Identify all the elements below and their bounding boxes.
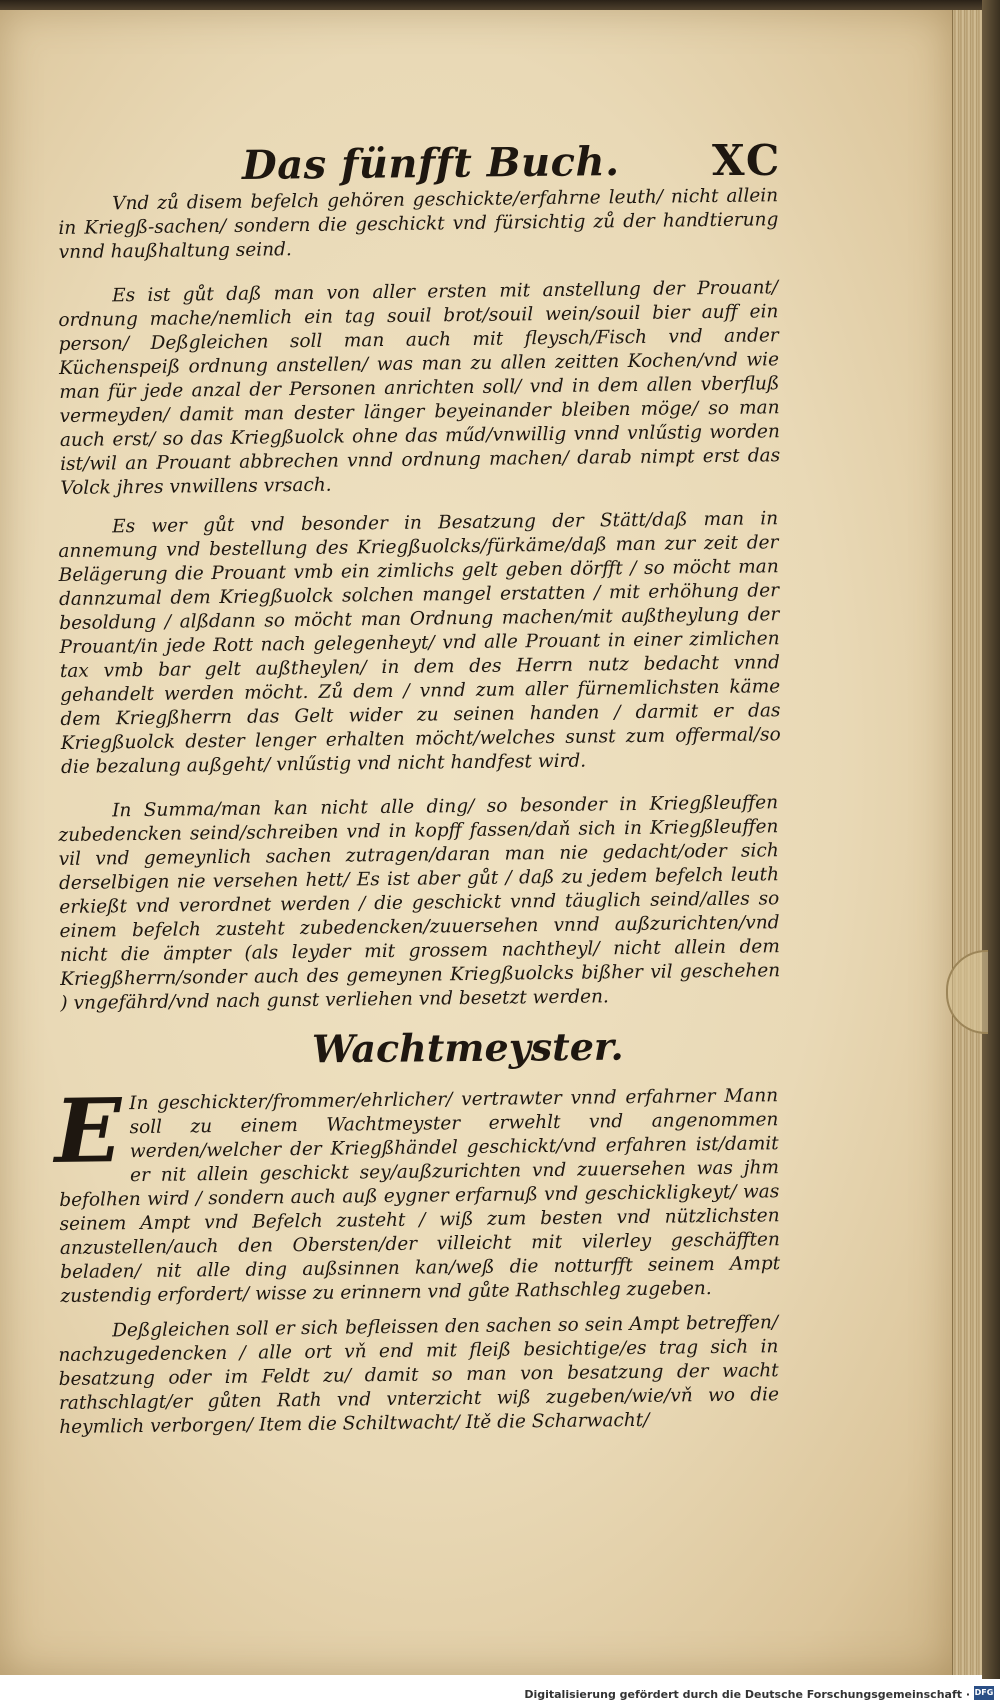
paragraph-2 xyxy=(58,276,781,501)
book-cover-edge xyxy=(982,0,1000,1680)
footer-credit: Digitalisierung gefördert durch die Deutsche Forschungsgemeinschaft · xyxy=(524,1688,970,1701)
section-heading: Wachtmeyster. xyxy=(311,1023,624,1072)
paragraph-6 xyxy=(58,1311,779,1440)
paragraph-3-text: Es wer gůt vnd besonder in Besatzung der Stätt/daß man in annemung vnd bestellung des Kriegßuolcks/fürkäme/daß man zur zeit der Belägerung die Prouant vmb ein zimlichs gelt geben dörfft / so möcht man dannzumal dem Kriegßuolck solchen mangel erstatten / mit erhöhung der besoldung / alßdann so möcht man Ordnung machen/mit außtheylung der Prouant/in jede Rott nach gelegenheyt/ vnd alle Prouant in einer zimlichen tax vmb bar gelt außtheylen/ in dem des Herrn nutz bedacht vnnd gehandelt werden möcht. Zů dem / vnnd zum aller fürnemlichsten käme dem Kriegßherrn das Gelt wider zu seinen handen / darmit er das Kriegßuolck dester lenger erhalten möcht/welches sunst zum offermal/so die bezalung außgeht/ vnlűstig vnd nicht handfest wird. xyxy=(58,508,781,778)
dfg-logo: DFG xyxy=(974,1686,994,1700)
paragraph-1 xyxy=(58,184,779,265)
paragraph-5 xyxy=(53,1078,781,1309)
folio-number: XC xyxy=(712,136,782,185)
decorated-initial: E xyxy=(53,1078,123,1184)
paragraph-3 xyxy=(58,507,781,780)
paragraph-2-text: Es ist gůt daß man von aller ersten mit anstellung der Prouant/ ordnung mache/nemlich ein tag souil brot/souil wein/souil bier auff ein person/ Deßgleichen soll man auch mit fleysch/Fisch vnd ander Küchenspeiß ordnung anstellen/ was man zu allen zeitten Kochen/vnd wie man für jede anzal der Personen anrichten soll/ vnd in dem allen vberfluß vermeyden/ damit man dester länger beyeinander bleiben möge/ so man auch erst/ so das Kriegßuolck ohne das műd/vnwillig vnnd vnlűstig worden ist/wil an Prouant abbrechen vnnd ordnung machen/ darab nimpt erst das Volck jhres vnwillens vrsach. xyxy=(58,277,781,499)
paragraph-4-text: In Summa/man kan nicht alle ding/ so besonder in Kriegßleuffen zubedencken seind/schreiben vnd in kopff fassen/daň sich in Kriegßleuffen vil vnd gemeynlich sachen zutragen/daran man nie gedacht/oder sich derselbigen nie versehen hett/ Es ist aber gůt / daß zu jedem befelch leuth erkießt vnd verordnet werden / die geschickt vnnd täuglich seind/alles so einem befelch zusteht zubedencken/zuuersehen vnnd außzurichten/vnd nicht die ämpter (als leyder mit grossem nachtheyl/ nicht allein dem Kriegßherrn/sonder auch des gemeynen Kriegßuolcks bißher vil geschehen ) vngefährd/vnd nach gunst verliehen vnd besetzt werden. xyxy=(58,792,781,1014)
paragraph-4 xyxy=(58,791,781,1016)
paragraph-6-text: Deßgleichen soll er sich befleissen den sachen so sein Ampt betreffen/ nachzugedencken / alle ort vň end mit fleiß besichtige/es trag sich in besatzung oder im Feldt zu/ damit so man von besatzung der wacht rathschlagt/er gůten Rath vnd vnterzicht wiß zugeben/wie/vň wo die heymlich verborgen/ Item die Schiltwacht/ Itě die Scharwacht/ xyxy=(58,1312,780,1438)
paragraph-5-text: In geschickter/frommer/ehrlicher/ vertrawter vnnd erfahrner Mann soll zu einem Wachtmeyster erwehlt vnd angenommen werden/welcher der Kriegßhändel geschickt/vnd erfahren ist/damit er nit allein geschickt sey/außzurichten vnd zuuersehen was jhm befolhen wird / sondern auch auß eygner erfarnuß vnd geschickligkeyt/ was seinem Ampt vnd Befelch zusteht / wiß zum besten vnd nützlichsten anzustellen/auch den Obersten/der villeicht mit vilerley geschäfften beladen/ nit alle ding außsinnen kan/weß die notturfft seinem Ampt zustendig erfordert/ wisse zu erinnern vnd gůte Rathschleg zugeben. xyxy=(59,1085,781,1307)
running-head: Das fünfft Buch. xyxy=(241,138,620,189)
paragraph-1-text: Vnd zů disem befelch gehören geschickte/erfahrne leuth/ nicht allein in Kriegß-sachen/ sondern die geschickt vnd fürsichtig zů der handtierung vnnd haußhaltung seind. xyxy=(58,185,779,263)
page-fore-edge xyxy=(952,10,983,1675)
